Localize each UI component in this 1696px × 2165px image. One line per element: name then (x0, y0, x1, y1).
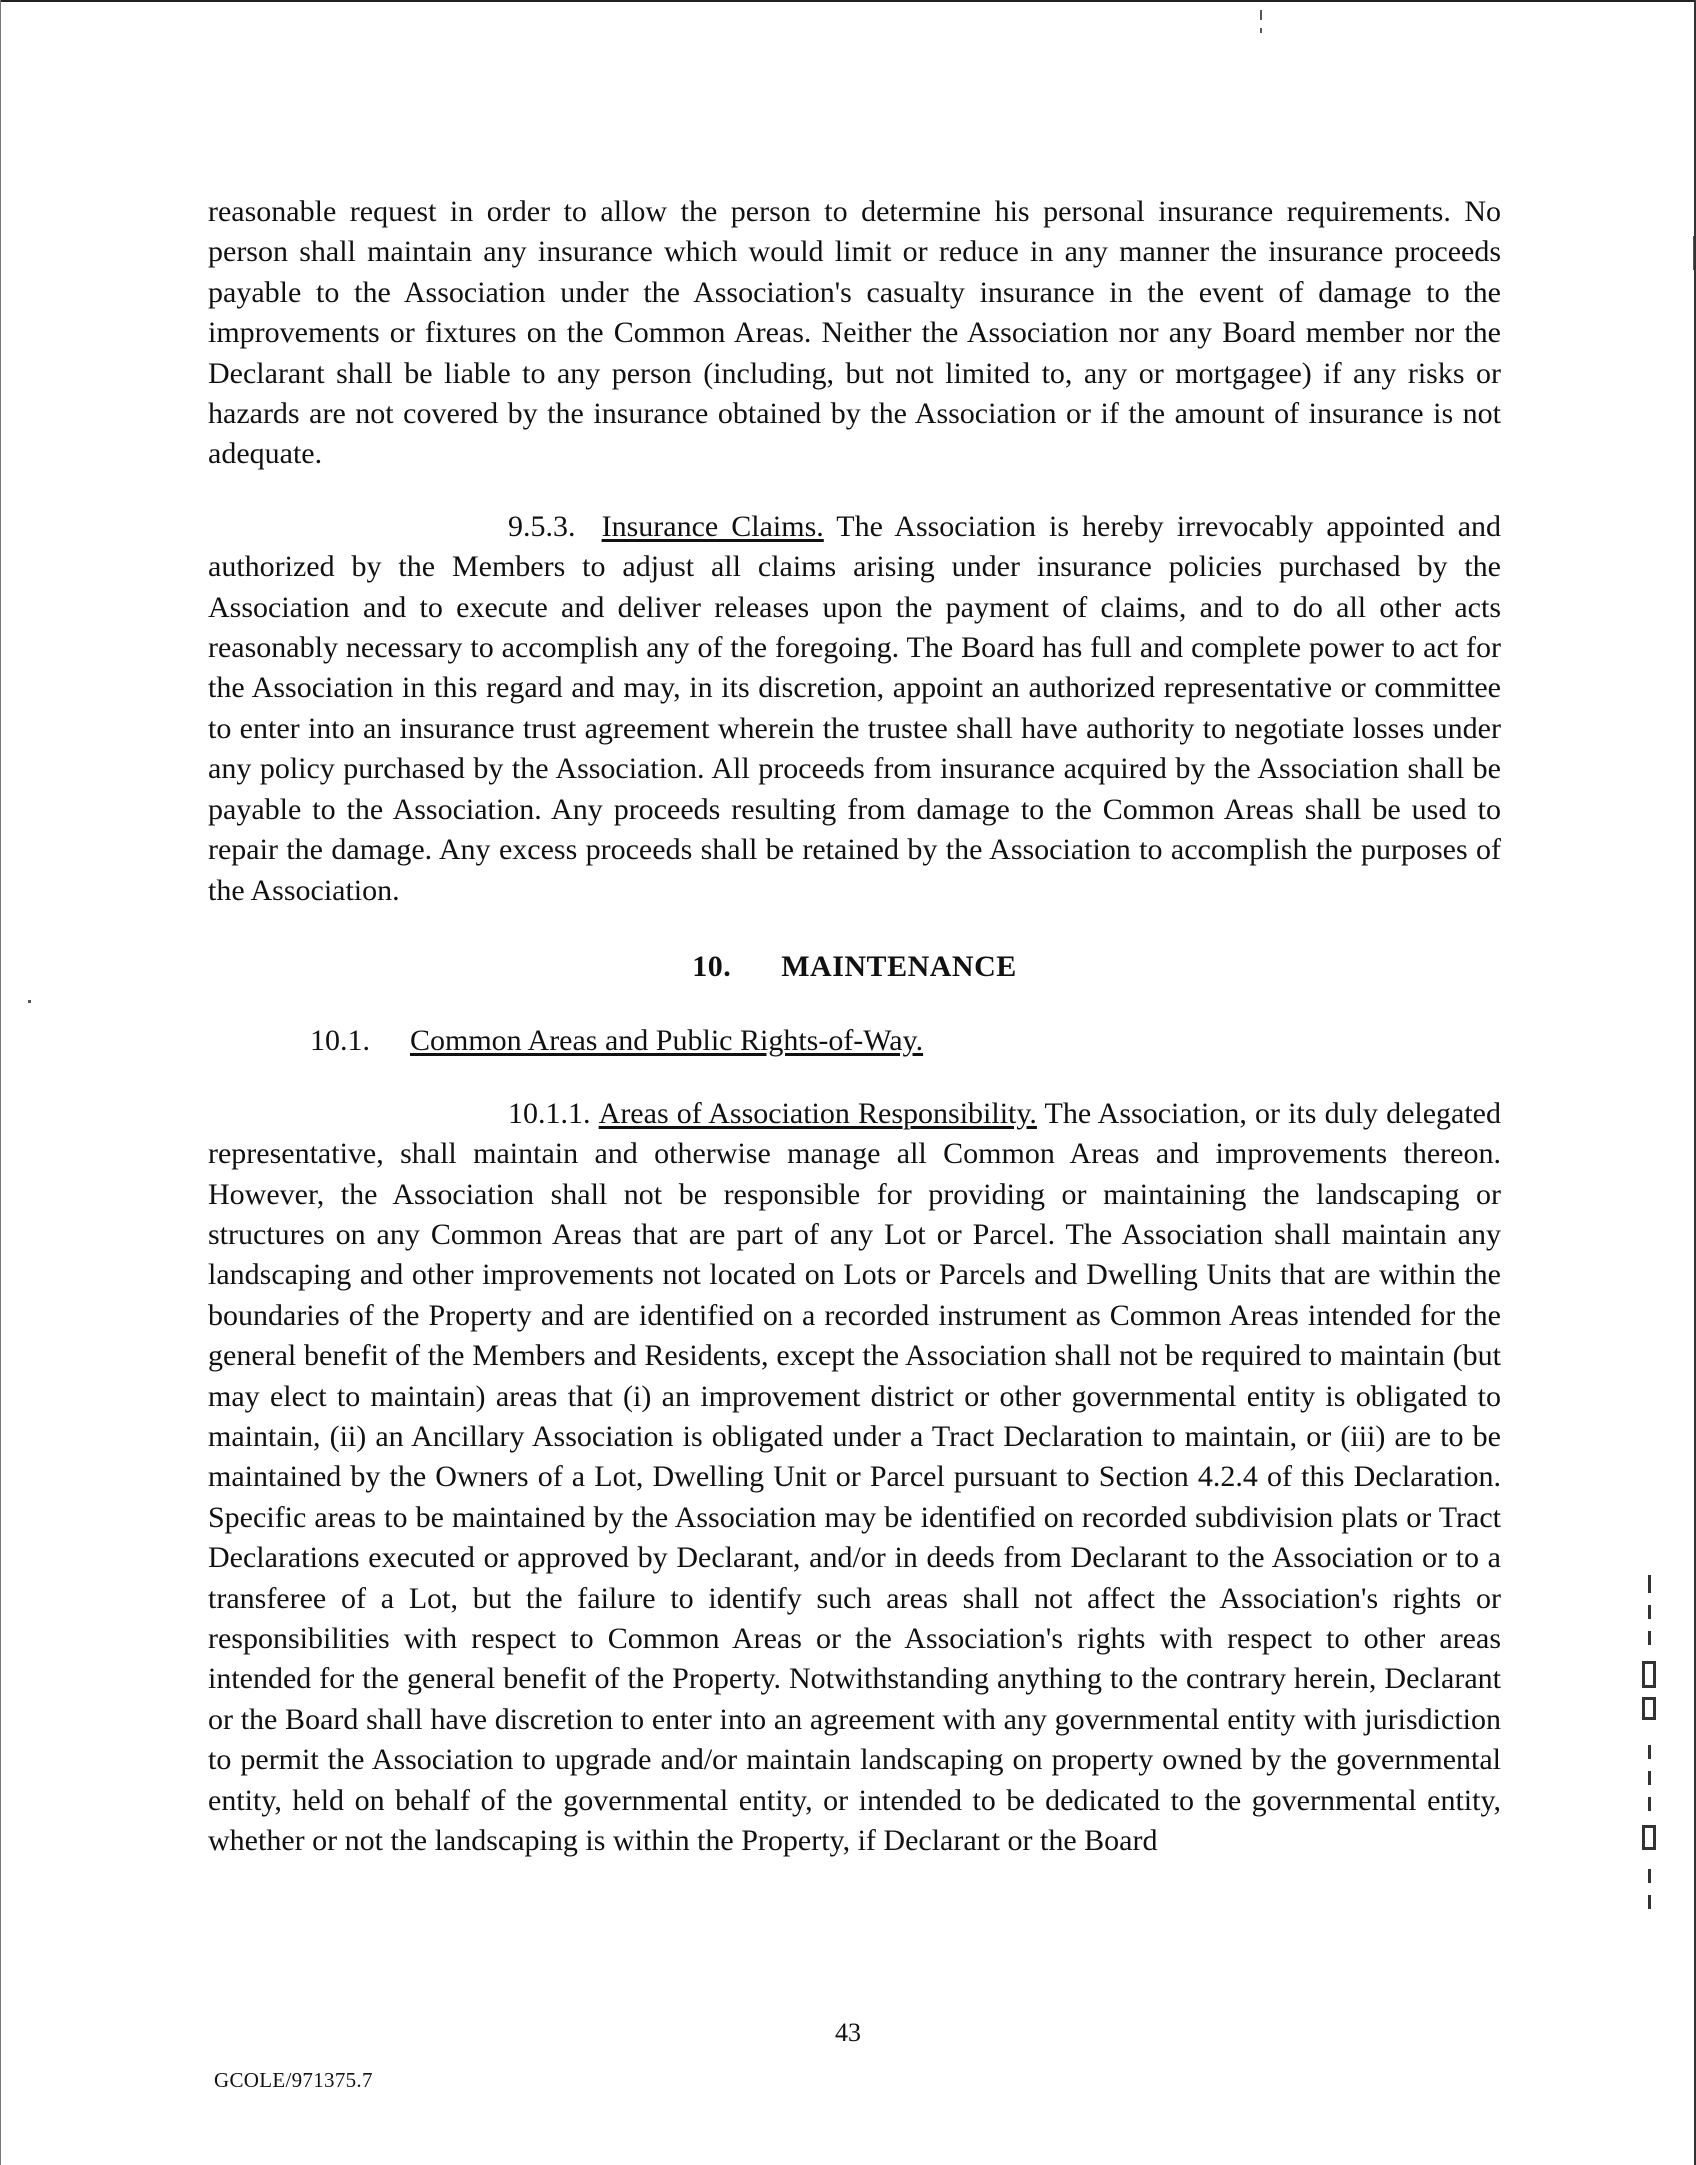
section-10-1-1 (208, 1094, 1501, 1862)
margin-stamp-icon (1632, 1575, 1672, 1915)
scan-speck (1693, 236, 1694, 270)
paragraph-continuation: reasonable request in order to allow the person to determine his personal insurance requirements. No person shall maintain any insurance which would limit or reduce in any manner the insurance proceeds payable to the Association under the Association's casualty insurance in the event of damage to the improvements or fixtures on the Common Areas. Neither the Association nor any Board member nor the Declarant shall be liable to any person (including, but not limited to, any or mortgagee) if any risks or hazards are not covered by the insurance obtained by the Association or if the amount of insurance is not adequate. (208, 195, 1501, 471)
document-id: GCOLE/971375.7 (214, 2068, 373, 2092)
section-number: 9.5.3. (508, 509, 576, 543)
article-title: MAINTENANCE (781, 949, 1017, 983)
section-9-5-3 (208, 507, 1501, 911)
section-number: 10.1. (310, 1024, 370, 1058)
scan-top-edge (0, 0, 1696, 2)
scan-speck (1260, 10, 1262, 20)
article-heading (208, 947, 1501, 987)
section-number: 10.1.1. (508, 1096, 591, 1130)
scan-left-edge (0, 0, 1, 2165)
document-body (208, 192, 1501, 1861)
page-number: 43 (835, 2018, 861, 2047)
section-title: Common Areas and Public Rights-of-Way. (410, 1024, 924, 1058)
section-title: Insurance Claims. (601, 509, 824, 543)
section-10-1 (208, 1021, 1501, 1061)
section-body: The Association, or its duly delegated representative, shall maintain and otherwise manage all Common Areas and improvements thereon. However, the Association shall not be responsible for providing or maintaining the landscaping or structures on any Common Areas that are part of any Lot or Parcel. The Association shall maintain any landscaping and other improvements not located on Lots or Parcels and Dwelling Units that are within the boundaries of the Property and are identified on a recorded instrument as Common Areas intended for the general benefit of the Members and Residents, except the Association shall not be required to maintain (but may elect to maintain) areas that (i) an improvement district or other governmental entity is obligated to maintain, (ii) an Ancillary Association is obligated under a Tract Declaration to maintain, or (iii) are to be maintained by the Owners of a Lot, Dwelling Unit or Parcel pursuant to Section 4.2.4 of this Declaration. Specific areas to be maintained by the Association may be identified on recorded subdivision plats or Tract Declarations executed or approved by Declarant, and/or in deeds from Declarant to the Association or to a transferee of a Lot, but the failure to identify such areas shall not affect the Association's rights or responsibilities with respect to Common Areas or the Association's rights with respect to other areas intended for the general benefit of the Property. Notwithstanding anything to the contrary herein, Declarant or the Board shall have discretion to enter into an agreement with any governmental entity with jurisdiction to permit the Association to upgrade and/or maintain landscaping on property owned by the governmental entity, held on behalf of the governmental entity, or intended to be dedicated to the governmental entity, whether or not the landscaping is within the Property, if Declarant or the Board (208, 1096, 1501, 1858)
scan-speck (28, 1000, 31, 1003)
scan-speck (1260, 28, 1262, 33)
article-number: 10. (692, 949, 732, 983)
section-body: The Association is hereby irrevocably appointed and authorized by the Members to adjust all claims arising under insurance policies purchased by the Association and to execute and deliver releases upon the payment of claims, and to do all other acts reasonably necessary to accomplish any of the foregoing. The Board has full and complete power to act for the Association in this regard and may, in its discretion, appoint an authorized representative or committee to enter into an insurance trust agreement wherein the trustee shall have authority to negotiate losses under any policy purchased by the Association. All proceeds from insurance acquired by the Association shall be payable to the Association. Any proceeds resulting from damage to the Common Areas shall be used to repair the damage. Any excess proceeds shall be retained by the Association to accomplish the purposes of the Association. (208, 509, 1502, 907)
section-title: Areas of Association Responsibility. (598, 1096, 1037, 1130)
